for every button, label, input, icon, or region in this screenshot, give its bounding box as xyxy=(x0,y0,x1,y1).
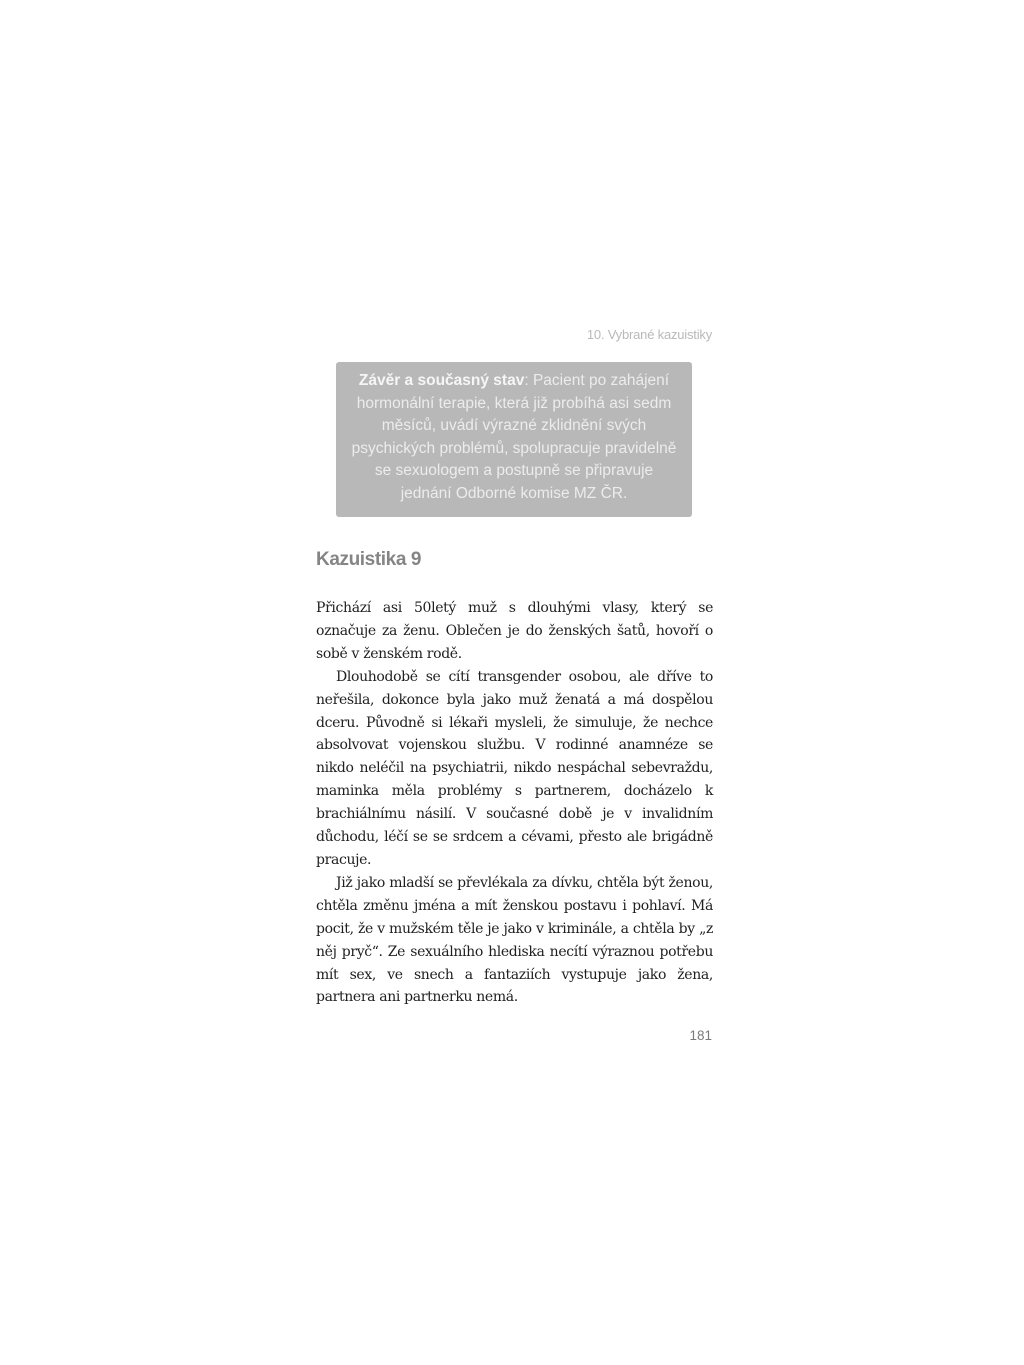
paragraph-3: Již jako mladší se převlékala za dívku, chtěla být ženou, chtěla změnu jména a mít ženskou postavu i pohlaví. Má pocit, že v mužském těle je jako v kriminále, a chtěla by „z něj pryč“. Ze sexuálního hlediska necítí výraznou potřebu mít sex, ve snech a fantaziích vystupuje jako žena, partnera ani partnerku nemá. xyxy=(316,874,713,1006)
callout-separator: : xyxy=(524,372,533,389)
case-study-body xyxy=(316,597,713,1009)
conclusion-callout-box xyxy=(336,362,692,517)
running-header: 10. Vybrané kazuistiky xyxy=(586,327,712,342)
callout-lead-label: Závěr a současný stav xyxy=(358,372,525,389)
page-number: 181 xyxy=(689,1028,712,1043)
paragraph-2: Dlouhodobě se cítí transgender osobou, ale dříve to neřešila, dokonce byla jako muž ženatá a má dospělou dceru. Původně si lékaři mysleli, že simuluje, že nechce absolvovat vojenskou službu. V rodinné anamnéze se nikdo neléčil na psychiatrii, nikdo nespáchal sebevraždu, maminka měla problémy s partnerem, docházelo k brachiálnímu násilí. V současné době je v invalidním důchodu, léčí se se srdcem a cévami, přesto ale brigádně pracuje. xyxy=(316,668,713,868)
section-heading: Kazuistika 9 xyxy=(316,549,422,570)
callout-text: Pacient po zahájení hormonální terapie, která již probíhá asi sedm měsíců, uvádí výrazné zklidnění svých psychických problémů, spolupracuje pravidelně se sexuologem a postupně se připravuje jednání Odborné komise MZ ČR. xyxy=(351,372,677,502)
paragraph-1: Přichází asi 50letý muž s dlouhými vlasy, který se označuje za ženu. Oblečen je do ženských šatů, hovoří o sobě v ženském rodě. xyxy=(316,600,713,662)
